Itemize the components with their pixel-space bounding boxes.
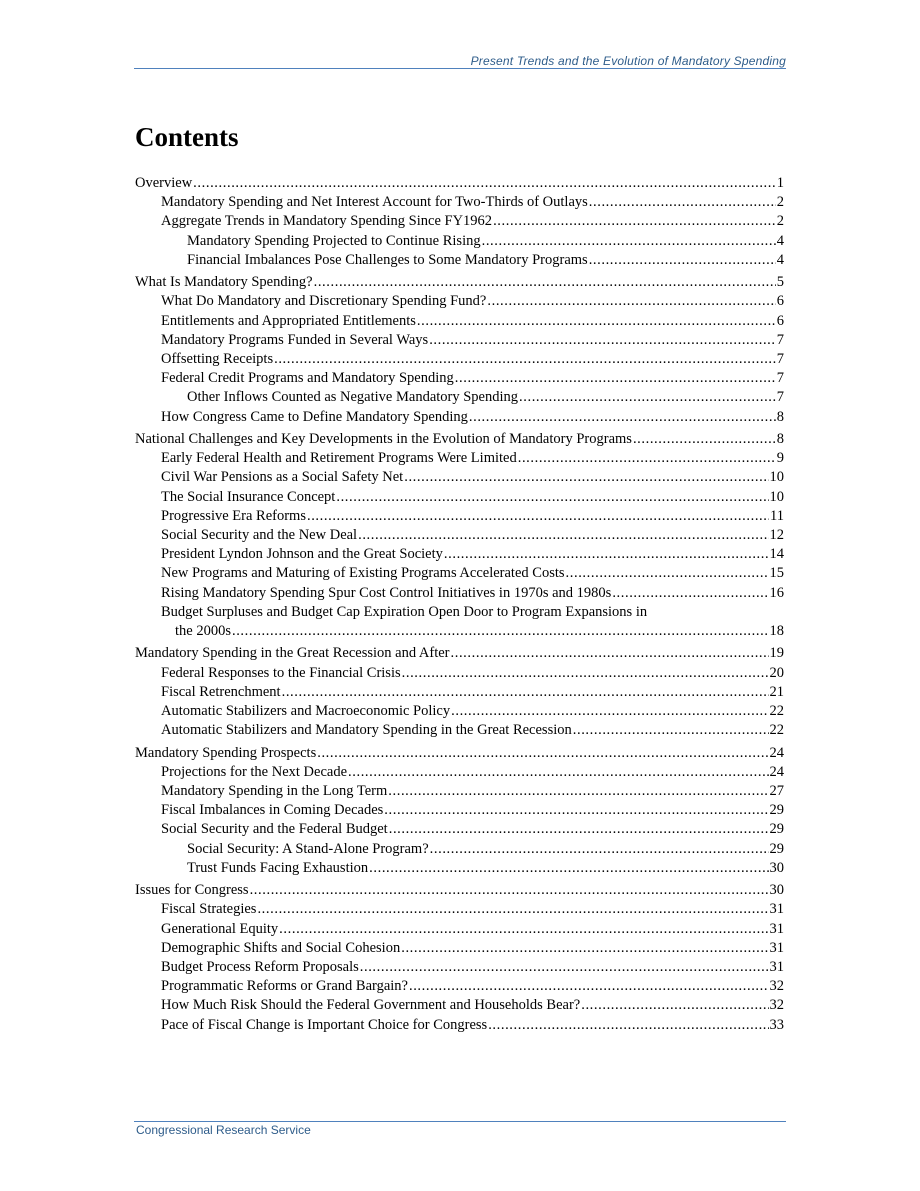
- toc-page-number: 14: [769, 546, 784, 563]
- toc-page-number: 7: [776, 350, 784, 367]
- toc-page-number: 4: [776, 232, 784, 249]
- toc-page-number: 30: [769, 859, 784, 876]
- toc-leader-dots: [519, 388, 776, 407]
- toc-entry-title: Early Federal Health and Retirement Programs Were Limited: [161, 450, 517, 467]
- header-rule: [134, 68, 786, 69]
- toc-entry-title: Mandatory Spending and Net Interest Account for Two-Thirds of Outlays: [161, 194, 588, 211]
- toc-entry-title: Budget Surpluses and Budget Cap Expiration Open Door to Program Expansions in: [161, 603, 648, 620]
- toc-entry[interactable]: [135, 545, 784, 564]
- toc-leader-dots: [409, 977, 769, 996]
- toc-leader-dots: [336, 488, 768, 507]
- toc-entry[interactable]: [135, 430, 784, 449]
- toc-entry[interactable]: [135, 449, 784, 468]
- toc-entry-title: Demographic Shifts and Social Cohesion: [161, 939, 401, 956]
- toc-leader-dots: [455, 369, 776, 388]
- toc-entry-title: Issues for Congress: [135, 882, 249, 899]
- toc-page-number: 2: [776, 213, 784, 230]
- toc-leader-dots: [282, 683, 769, 702]
- toc-entry-title: Civil War Pensions as a Social Safety Net: [161, 469, 404, 486]
- toc-entry[interactable]: [135, 507, 784, 526]
- toc-entry[interactable]: [135, 273, 784, 292]
- toc-entry-title: Social Security and the Federal Budget: [161, 821, 388, 838]
- toc-entry-title: Aggregate Trends in Mandatory Spending Since FY1962: [161, 213, 493, 230]
- toc-leader-dots: [384, 801, 768, 820]
- toc-leader-dots: [589, 251, 776, 270]
- toc-page-number: 30: [769, 882, 784, 899]
- running-header: Present Trends and the Evolution of Mandatory Spending: [470, 54, 786, 68]
- toc-leader-dots: [402, 664, 769, 683]
- toc-entry[interactable]: [135, 603, 784, 641]
- toc-leader-dots: [250, 881, 769, 900]
- toc-leader-dots: [482, 232, 776, 251]
- toc-entry-title: Mandatory Programs Funded in Several Ways: [161, 331, 429, 348]
- toc-entry-title: Federal Responses to the Financial Crisis: [161, 664, 401, 681]
- toc-page-number: 31: [769, 901, 784, 918]
- toc-entry-title: Pace of Fiscal Change is Important Choice for Congress: [161, 1016, 488, 1033]
- toc-entry[interactable]: [135, 859, 784, 878]
- toc-page-number: 10: [769, 488, 784, 505]
- toc-entry-title: Mandatory Spending Prospects: [135, 744, 317, 761]
- toc-entry-title: Trust Funds Facing Exhaustion: [187, 859, 369, 876]
- toc-leader-dots: [279, 920, 768, 939]
- toc-page-number: 31: [769, 920, 784, 937]
- toc-entry[interactable]: [135, 920, 784, 939]
- toc-entry-title: Rising Mandatory Spending Spur Cost Control Initiatives in 1970s and 1980s: [161, 584, 612, 601]
- toc-leader-dots: [493, 212, 776, 231]
- toc-entry-title: New Programs and Maturing of Existing Programs Accelerated Costs: [161, 565, 565, 582]
- toc-entry-title: Social Security and the New Deal: [161, 526, 358, 543]
- toc-entry[interactable]: [135, 683, 784, 702]
- toc-entry[interactable]: [135, 782, 784, 801]
- toc-entry-title: Mandatory Spending in the Great Recession and After: [135, 645, 450, 662]
- toc-page-number: 29: [769, 840, 784, 857]
- toc-entry[interactable]: [135, 702, 784, 721]
- toc-leader-dots: [451, 644, 769, 663]
- toc-leader-dots: [573, 721, 769, 740]
- toc-leader-dots: [451, 702, 768, 721]
- toc-leader-dots: [358, 526, 768, 545]
- toc-leader-dots: [612, 584, 768, 603]
- toc-page-number: 22: [769, 722, 784, 739]
- toc-leader-dots: [232, 622, 769, 641]
- toc-page-number: 27: [769, 783, 784, 799]
- toc-page-number: 6: [776, 293, 784, 310]
- page-title: Contents: [135, 122, 239, 152]
- toc-entry[interactable]: [135, 408, 784, 427]
- toc-page-number: 32: [769, 997, 784, 1014]
- toc-entry[interactable]: [135, 763, 784, 782]
- toc-entry-title: How Congress Came to Define Mandatory Spending: [161, 408, 468, 425]
- toc-entry-title: Projections for the Next Decade: [161, 763, 348, 780]
- toc-page-number: 29: [769, 802, 784, 819]
- toc-leader-dots: [429, 331, 776, 350]
- toc-leader-dots: [360, 958, 769, 977]
- toc-entry[interactable]: [135, 881, 784, 900]
- toc-leader-dots: [401, 939, 768, 958]
- toc-page-number: 7: [776, 389, 784, 406]
- toc-entry-title: How Much Risk Should the Federal Government and Households Bear?: [161, 997, 581, 1014]
- toc-entry-title: Progressive Era Reforms: [161, 507, 306, 524]
- toc-entry-title: Federal Credit Programs and Mandatory Spending: [161, 370, 454, 387]
- toc-entry-title: Generational Equity: [161, 920, 279, 937]
- toc-entry[interactable]: [135, 526, 784, 545]
- toc-leader-dots: [317, 744, 768, 763]
- toc-entry[interactable]: [135, 939, 784, 958]
- toc-entry-title: Fiscal Imbalances in Coming Decades: [161, 802, 384, 819]
- toc-leader-dots: [404, 468, 768, 487]
- table-of-contents: [135, 174, 784, 1035]
- toc-entry-title: What Is Mandatory Spending?: [135, 274, 313, 291]
- toc-entry[interactable]: [135, 584, 784, 603]
- toc-entry-title: Programmatic Reforms or Grand Bargain?: [161, 978, 408, 995]
- toc-leader-dots: [307, 507, 769, 526]
- toc-page-number: 4: [776, 251, 784, 268]
- toc-page-number: 7: [776, 370, 784, 387]
- toc-page-number: 33: [769, 1016, 784, 1033]
- toc-leader-dots: [348, 763, 768, 782]
- toc-page-number: 8: [776, 408, 784, 425]
- toc-entry[interactable]: [135, 212, 784, 231]
- toc-page-number: 31: [769, 958, 784, 975]
- toc-entry[interactable]: [135, 1016, 784, 1035]
- toc-entry-title: Social Security: A Stand-Alone Program?: [187, 840, 429, 857]
- toc-entry[interactable]: [135, 174, 784, 193]
- toc-entry-title: National Challenges and Key Developments in the Evolution of Mandatory Programs: [135, 431, 632, 448]
- toc-leader-dots: [274, 350, 776, 369]
- toc-entry[interactable]: [135, 801, 784, 820]
- toc-leader-dots: [193, 174, 776, 193]
- toc-entry[interactable]: [135, 900, 784, 919]
- toc-entry[interactable]: [135, 664, 784, 683]
- toc-entry-title: What Do Mandatory and Discretionary Spending Fund?: [161, 293, 487, 310]
- toc-entry-title: Overview: [135, 175, 193, 191]
- toc-page-number: 16: [769, 584, 784, 601]
- toc-entry[interactable]: [135, 644, 784, 663]
- toc-entry[interactable]: [135, 820, 784, 839]
- toc-leader-dots: [487, 292, 775, 311]
- toc-page-number: 5: [776, 274, 784, 291]
- toc-entry-title: Other Inflows Counted as Negative Mandatory Spending: [187, 389, 519, 406]
- toc-page-number: 18: [769, 622, 784, 639]
- toc-entry-title: Automatic Stabilizers and Mandatory Spending in the Great Recession: [161, 722, 572, 739]
- toc-page-number: 21: [769, 683, 784, 700]
- toc-entry[interactable]: [135, 292, 784, 311]
- toc-entry[interactable]: [135, 251, 784, 270]
- toc-page-number: 11: [770, 507, 784, 524]
- toc-leader-dots: [388, 782, 768, 801]
- toc-page-number: 15: [769, 565, 784, 582]
- toc-entry[interactable]: [135, 488, 784, 507]
- toc-leader-dots: [444, 545, 769, 564]
- toc-page-number: 6: [776, 312, 784, 329]
- toc-entry-title: Financial Imbalances Pose Challenges to Some Mandatory Programs: [187, 251, 588, 268]
- toc-page-number: 9: [776, 450, 784, 467]
- toc-leader-dots: [417, 312, 776, 331]
- toc-leader-dots: [257, 900, 768, 919]
- toc-entry[interactable]: [135, 312, 784, 331]
- toc-entry[interactable]: [135, 840, 784, 859]
- toc-entry[interactable]: [135, 958, 784, 977]
- toc-leader-dots: [369, 859, 768, 878]
- toc-entry[interactable]: [135, 388, 784, 407]
- toc-entry[interactable]: [135, 977, 784, 996]
- toc-page-number: 12: [769, 526, 784, 543]
- toc-leader-dots: [389, 820, 769, 839]
- toc-page-number: 8: [776, 431, 784, 448]
- toc-entry-title: Automatic Stabilizers and Macroeconomic Policy: [161, 702, 451, 719]
- toc-entry-title: Budget Process Reform Proposals: [161, 958, 359, 975]
- toc-entry-title: Offsetting Receipts: [161, 350, 274, 367]
- toc-entry-title: President Lyndon Johnson and the Great Society: [161, 546, 443, 563]
- toc-page-number: 31: [769, 939, 784, 956]
- toc-leader-dots: [314, 273, 776, 292]
- toc-entry[interactable]: [135, 744, 784, 763]
- toc-leader-dots: [488, 1016, 768, 1035]
- toc-entry[interactable]: [135, 193, 784, 212]
- toc-page-number: 24: [769, 744, 784, 761]
- toc-leader-dots: [430, 840, 769, 859]
- toc-page-number: 29: [769, 821, 784, 838]
- toc-entry[interactable]: [135, 331, 784, 350]
- footer-rule: [134, 1121, 786, 1122]
- toc-entry[interactable]: [135, 564, 784, 583]
- toc-leader-dots: [633, 430, 776, 449]
- toc-entry-title: Mandatory Spending in the Long Term: [161, 783, 388, 799]
- toc-entry-title: Entitlements and Appropriated Entitlements: [161, 312, 416, 329]
- toc-leader-dots: [589, 193, 776, 212]
- toc-page-number: 7: [776, 331, 784, 348]
- toc-entry[interactable]: [135, 350, 784, 369]
- toc-entry[interactable]: [135, 369, 784, 388]
- toc-entry-title: Fiscal Retrenchment: [161, 683, 281, 700]
- toc-entry-title: the 2000s: [175, 622, 231, 639]
- toc-entry[interactable]: [135, 468, 784, 487]
- toc-leader-dots: [469, 408, 776, 427]
- toc-leader-dots: [518, 449, 776, 468]
- toc-leader-dots: [581, 996, 768, 1015]
- footer-text: Congressional Research Service: [136, 1123, 311, 1137]
- toc-entry-title: Mandatory Spending Projected to Continue Rising: [187, 232, 481, 249]
- toc-page-number: 32: [769, 978, 784, 995]
- toc-leader-dots: [566, 564, 769, 583]
- toc-page-number: 22: [769, 702, 784, 719]
- toc-page-number: 2: [776, 194, 784, 211]
- toc-entry[interactable]: [135, 721, 784, 740]
- toc-page-number: 10: [769, 469, 784, 486]
- toc-entry-title: Fiscal Strategies: [161, 901, 257, 918]
- toc-entry[interactable]: [135, 232, 784, 251]
- toc-entry-title: The Social Insurance Concept: [161, 488, 336, 505]
- toc-page-number: 20: [769, 664, 784, 681]
- toc-page-number: 24: [769, 763, 784, 780]
- toc-page-number: 19: [769, 645, 784, 662]
- toc-page-number: 1: [776, 175, 784, 191]
- toc-entry[interactable]: [135, 996, 784, 1015]
